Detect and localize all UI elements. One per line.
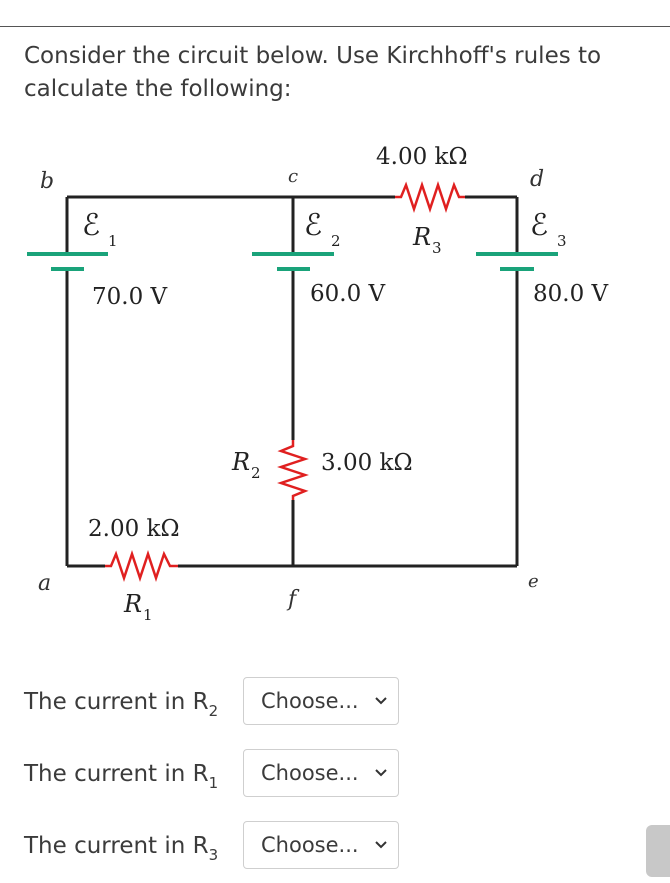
answer-select-r2[interactable] xyxy=(243,677,399,725)
question-label xyxy=(24,761,218,792)
question-label-subscript: 3 xyxy=(208,846,219,864)
r1-name: R xyxy=(124,590,143,618)
select-placeholder: Choose... xyxy=(261,689,359,713)
answer-select-r3[interactable] xyxy=(243,821,399,869)
r3-name: R xyxy=(413,223,432,251)
emf3-subscript: 3 xyxy=(557,232,567,250)
question-label-text: The current in R xyxy=(24,833,209,859)
question-label-subscript: 2 xyxy=(208,702,219,720)
node-label-d: d xyxy=(530,167,545,192)
node-label-e: e xyxy=(528,571,539,592)
question-row-r2 xyxy=(24,677,444,729)
battery-emf2 xyxy=(252,254,334,269)
emf1-subscript: 1 xyxy=(108,232,118,250)
emf2-subscript: 2 xyxy=(331,232,341,250)
question-label xyxy=(24,833,218,864)
circuit-diagram xyxy=(0,120,670,640)
select-placeholder: Choose... xyxy=(261,761,359,785)
question-label xyxy=(24,689,218,720)
chevron-down-icon xyxy=(374,839,388,851)
emf1-value: 70.0 V xyxy=(92,284,168,310)
resistor-r3 xyxy=(395,185,465,209)
question-label-text: The current in R xyxy=(24,761,209,787)
node-label-b: b xyxy=(40,169,55,194)
emf2-symbol: ℰ xyxy=(304,208,323,243)
answer-select-r1[interactable] xyxy=(243,749,399,797)
r2-subscript: 2 xyxy=(251,464,261,482)
battery-emf1 xyxy=(27,254,108,269)
resistor-r2 xyxy=(281,440,305,500)
chevron-down-icon xyxy=(374,767,388,779)
chevron-down-icon xyxy=(374,695,388,707)
node-label-c: c xyxy=(288,166,299,187)
r3-subscript: 3 xyxy=(432,239,442,257)
select-placeholder: Choose... xyxy=(261,833,359,857)
emf2-value: 60.0 V xyxy=(310,281,386,307)
question-label-subscript: 1 xyxy=(208,774,219,792)
r1-value: 2.00 kΩ xyxy=(88,516,180,542)
emf3-value: 80.0 V xyxy=(533,281,609,307)
r2-value: 3.00 kΩ xyxy=(321,450,413,476)
r2-name: R xyxy=(232,448,251,476)
question-label-text: The current in R xyxy=(24,689,209,715)
question-prompt: Consider the circuit below. Use Kirchhoff's rules to calculate the following: xyxy=(24,43,602,102)
node-label-f: f xyxy=(288,587,297,612)
question-row-r3 xyxy=(24,821,444,873)
emf3-symbol: ℰ xyxy=(530,208,549,243)
resistor-r1 xyxy=(105,554,178,578)
r1-subscript: 1 xyxy=(143,606,153,624)
question-row-r1 xyxy=(24,749,444,801)
top-divider xyxy=(0,26,670,27)
r3-value: 4.00 kΩ xyxy=(376,144,468,170)
emf1-symbol: ℰ xyxy=(82,208,101,243)
node-label-a: a xyxy=(38,571,52,596)
side-panel-tab[interactable] xyxy=(646,825,670,877)
battery-emf3 xyxy=(476,254,558,269)
